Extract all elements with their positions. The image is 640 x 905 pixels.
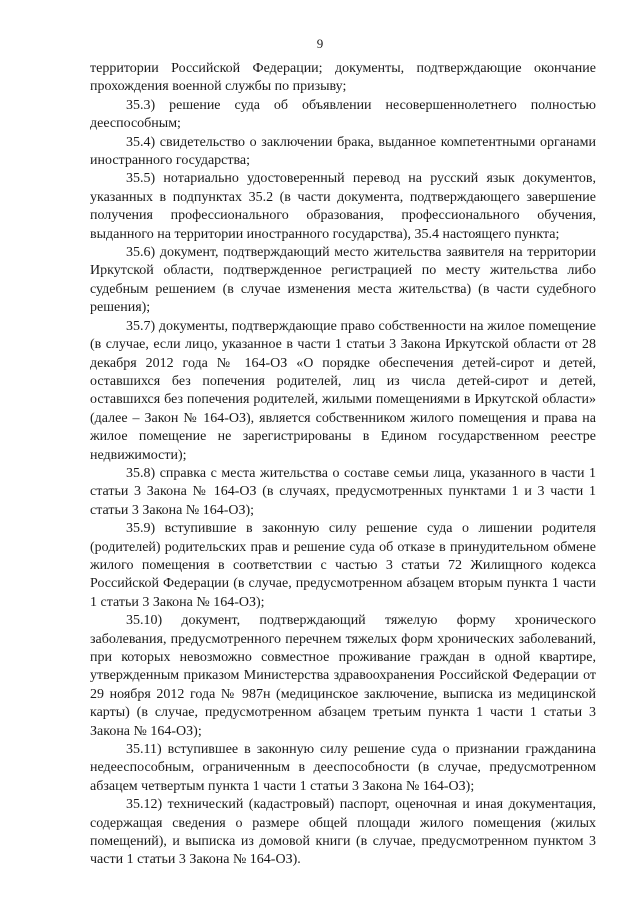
paragraph-continuation: территории Российской Федерации; документы, подтверждающие окончание прохождения военной службы по призыву; bbox=[90, 61, 596, 95]
paragraph-35-9: 35.9) вступившие в законную силу решение суда о лишении родителя (родителей) родительских прав и решение суда об отказе в принудительном обмене жилого помещения в соответствии с частью 3 статьи 72 Жилищного кодекса Российской Федерации (в случае, предусмотренном абзацем вторым пункта 1 части 1 статьи 3 Закона № 164-ОЗ); bbox=[90, 521, 596, 610]
paragraph-35-3: 35.3) решение суда об объявлении несовершеннолетнего полностью дееспособным; bbox=[90, 97, 596, 132]
paragraph-35-7: 35.7) документы, подтверждающие право собственности на жилое помещение (в случае, если лицо, указанное в части 1 статьи 3 Закона Иркутской области от 28 декабря 2012 года № 164-ОЗ «О порядке обеспечения детей-сирот и детей, оставшихся без попечения родителей, лиц из числа детей-сирот и детей, оставшихся без попечения родителей, жилыми помещениями в Иркутской области» (далее – Закон № 164-ОЗ), является собственником жилого помещения и права на жилое помещение не зарегистрированы в Едином государственном реестре недвижимости); bbox=[90, 318, 596, 463]
paragraph-35-4: 35.4) свидетельство о заключении брака, выданное компетентными органами иностранного государства; bbox=[90, 134, 596, 169]
paragraph-35-5: 35.5) нотариально удостоверенный перевод на русский язык документов, указанных в подпунктах 35.2 (в части документа, подтверждающего завершение получения профессионального образования, профессионального обучения, выданного на территории иностранного государства), 35.4 настоящего пункта; bbox=[90, 171, 596, 242]
paragraph-35-12: 35.12) технический (кадастровый) паспорт, оценочная и иная документация, содержащая сведения о размере общей площади жилого помещения (жилых помещений), и выписка из домовой книги (в случае, предусмотренном пунктом 3 части 1 статьи 3 Закона № 164-ОЗ). bbox=[90, 797, 596, 868]
document-body bbox=[90, 60, 596, 870]
paragraph-35-6: 35.6) документ, подтверждающий место жительства заявителя на территории Иркутской области, подтвержденное регистрацией по месту жительства либо судебным решением (в случае изменения места жительства) (в части судебного решения); bbox=[90, 245, 596, 316]
page-number: 9 bbox=[316, 36, 324, 51]
paragraph-35-11: 35.11) вступившее в законную силу решение суда о признании гражданина недееспособным, ограниченным в дееспособности (в случае, предусмотренном абзацем четвертым пункта 1 части 1 статьи 3 Закона № 164-ОЗ); bbox=[90, 742, 596, 794]
paragraph-35-10: 35.10) документ, подтверждающий тяжелую форму хронического заболевания, предусмотренного перечнем тяжелых форм хронических заболеваний, при которых невозможно совместное проживание граждан в одной квартире, утвержденным приказом Министерства здравоохранения Российской Федерации от 29 ноября 2012 года № 987н (медицинское заключение, выписка из медицинской карты) (в случае, предусмотренном абзацем третьим пункта 1 части 1 статьи 3 Закона № 164-ОЗ); bbox=[90, 613, 596, 739]
paragraph-35-8: 35.8) справка с места жительства о составе семьи лица, указанного в части 1 статьи 3 Закона № 164-ОЗ (в случаях, предусмотренных пунктами 1 и 3 части 1 статьи 3 Закона № 164-ОЗ); bbox=[90, 465, 596, 518]
